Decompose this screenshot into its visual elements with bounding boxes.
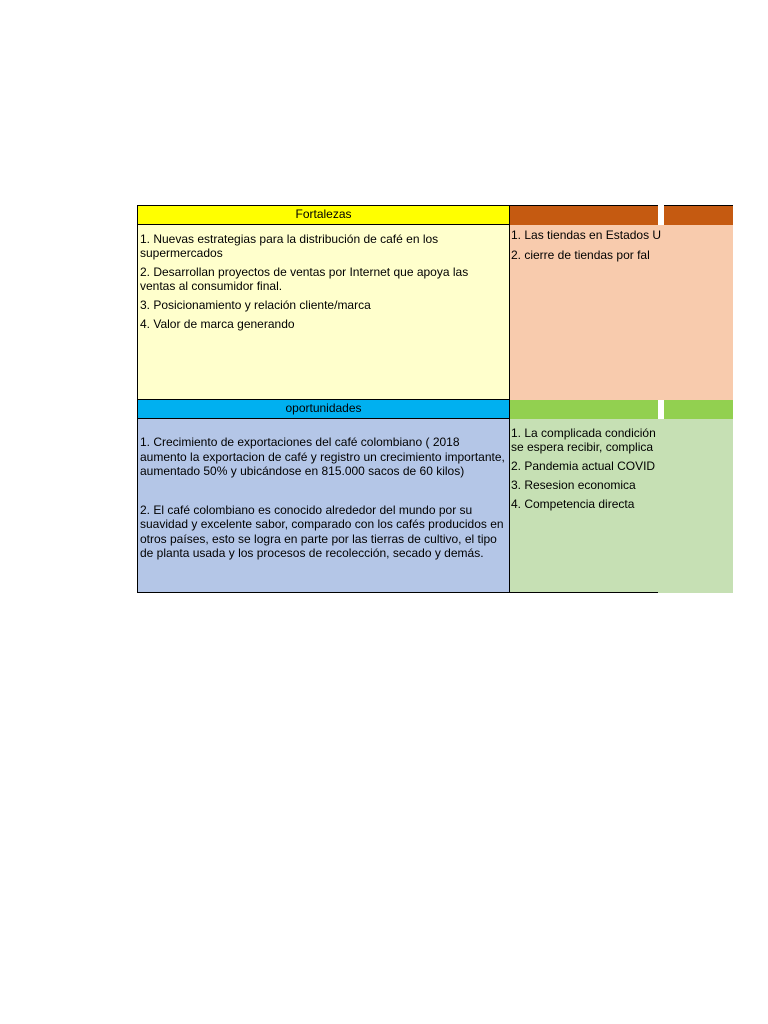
debilidades-item-2: 2. cierre de tiendas por fal [511, 248, 650, 262]
amenazas-body-extension [658, 419, 733, 593]
header-gap [658, 205, 664, 225]
oportunidades-title: oportunidades [285, 401, 362, 415]
debilidades-body [510, 225, 733, 400]
oportunidades-item-1: 1. Crecimiento de exportaciones del café colombiano ( 2018 aumento la exportacion de café y registro un crecimiento importante, aumentado 50% y ubicándose en 815.000 sacos de 60 kilos) [140, 435, 505, 478]
fortalezas-item-4: 4. Valor de marca generando [140, 317, 295, 331]
amenazas-header [510, 400, 733, 419]
fortalezas-item-2: 2. Desarrollan proyectos de ventas por Internet que apoya las ventas al consumidor final. [140, 265, 469, 293]
debilidades-item-1: 1. Las tiendas en Estados U [511, 228, 662, 242]
amenazas-header-gap [658, 400, 664, 419]
amenazas-item-4: 4. Competencia directa [511, 497, 635, 511]
fortalezas-item-1: 1. Nuevas estrategias para la distribución de café en los supermercados [140, 232, 439, 260]
fortalezas-body [137, 225, 510, 400]
fortalezas-header [137, 205, 510, 225]
amenazas-body [510, 419, 658, 593]
oportunidades-header [137, 400, 510, 419]
amenazas-item-2: 2. Pandemia actual COVID [511, 459, 656, 473]
amenazas-item-1b: se espera recibir, complica [511, 440, 654, 454]
amenazas-item-3: 3. Resesion economica [511, 478, 636, 492]
fortalezas-title: Fortalezas [295, 207, 352, 221]
oportunidades-item-2: 2. El café colombiano es conocido alrededor del mundo por su suavidad y excelente sabor, comparado con los cafés producidos en otros países, esto se logra en parte por las tierras de cultivo, el tipo de planta usada y los procesos de recolección, secado y demás. [140, 502, 504, 560]
bottom-border-right [510, 592, 658, 593]
amenazas-item-1a: 1. La complicada condición [511, 426, 656, 440]
fortalezas-item-3: 3. Posicionamiento y relación cliente/marca [140, 298, 371, 312]
oportunidades-body [137, 419, 510, 593]
debilidades-header [510, 205, 733, 225]
